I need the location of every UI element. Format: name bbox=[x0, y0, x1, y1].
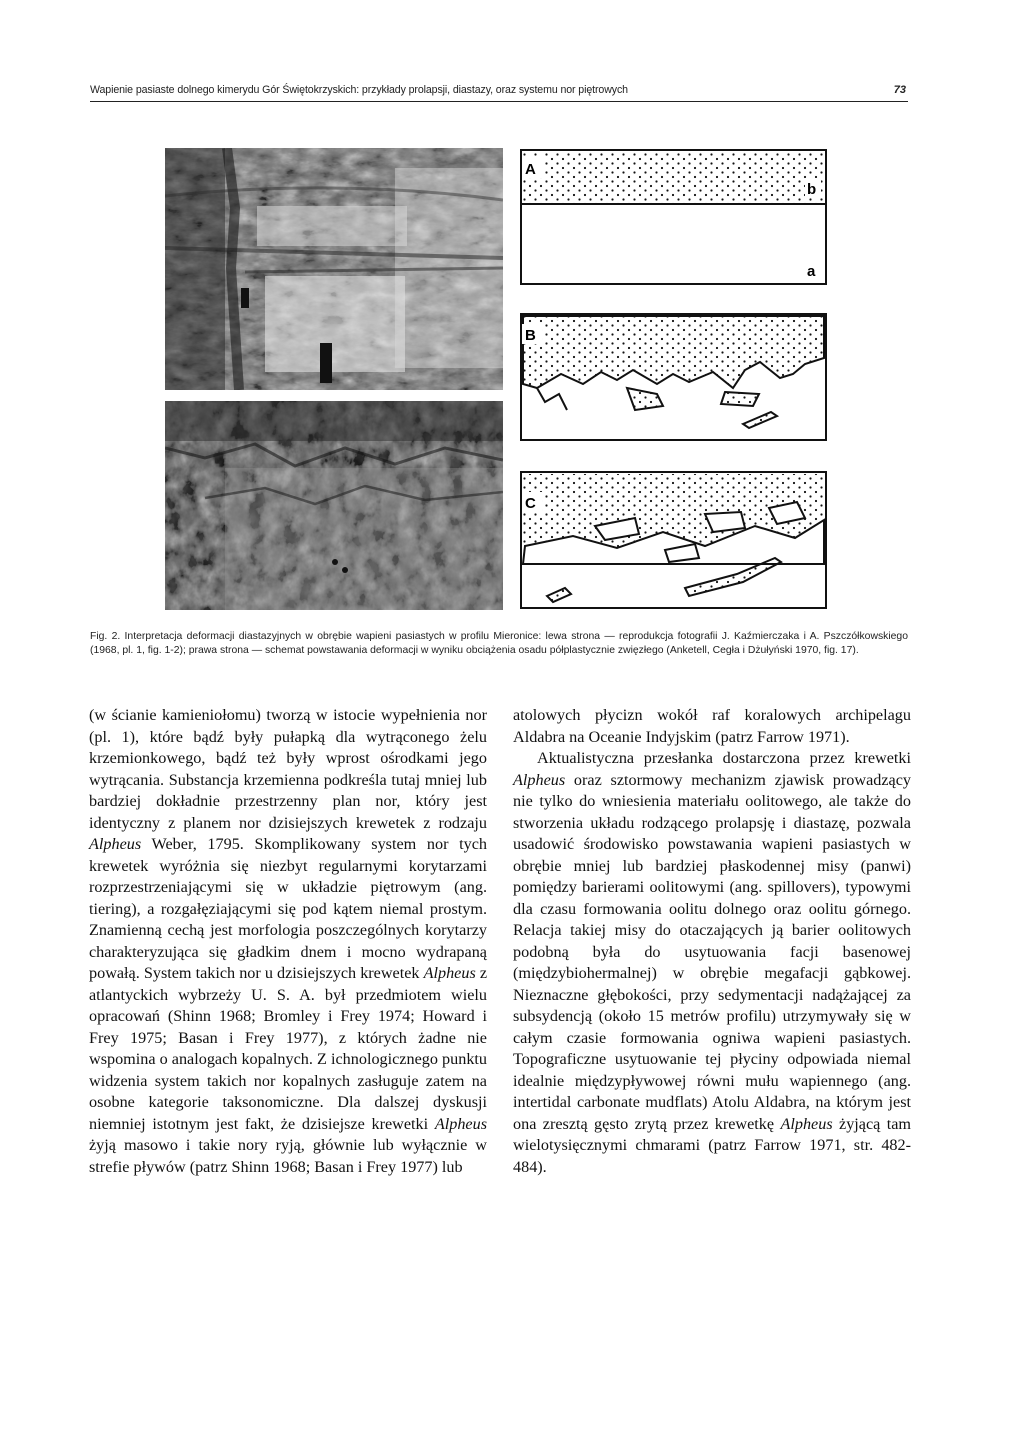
schematic-panel-a bbox=[521, 150, 826, 284]
label-a: a bbox=[807, 263, 816, 280]
running-title: Wapienie pasiaste dolnego kimerydu Gór Świętokrzyskich: przykłady prolapsji, diastazy, oraz systemu nor piętrowych bbox=[90, 84, 628, 96]
photo-top bbox=[165, 148, 503, 390]
label-C: C bbox=[525, 495, 536, 512]
text-column-right bbox=[513, 705, 911, 1178]
photo-bottom bbox=[165, 401, 503, 610]
figure-2 bbox=[165, 148, 831, 610]
text-column-left bbox=[89, 705, 487, 1178]
page-number: 73 bbox=[893, 84, 906, 96]
paragraph: atolowych płycizn wokół raf koralowych archipelagu Aldabra na Oceanie Indyjskim (patrz Farrow 1971). bbox=[513, 706, 911, 746]
label-A: A bbox=[525, 161, 536, 178]
label-B: B bbox=[525, 327, 536, 344]
schematic-panel-c bbox=[521, 472, 826, 608]
paragraph: (w ścianie kamieniołomu) tworzą w istocie wypełnienia nor (pl. 1), które bądź były pułapką dla wytrąconego żelu krzemionkowego, bądź też były wprost ośrodkami jego wytrącania. Substancja krzemienna podkreśla tutaj mniej lub bardziej dokładnie przestrzenny plan nor, który jest identyczny z planem nor dzisiejszych krewetek z rodzaju Alpheus Weber, 1795. Skomplikowany system nor tych krewetek wyróżnia się niezbyt regularnymi korytarzami rozprzestrzeniającymi się w układzie piętrowym (ang. tiering), a rozgałęziającymi się pod kątem niemal prostym. Znamienną cechą jest morfologia poszczególnych korytarzy charakteryzująca się gładkim dnem i mocno wydrapaną powałą. System takich nor u dzisiejszych krewetek Alpheus z atlantyckich wybrzeży U. S. A. był przedmiotem wielu opracowań (Shinn 1968; Bromley i Frey 1974; Howard i Frey 1975; Basan i Frey 1977), z których żadne nie wspomina o analogach kopalnych. Z ichnologicznego punktu widzenia system takich nor kopalnych zasługuje zatem na osobne kategorie taksonomiczne. Dla dalszej dyskusji niemniej istotnym jest fakt, że dzisiejsze krewetki Alpheus żyją masowo i takie nory ryją, głównie lub wyłącznie w strefie pływów (patrz Shinn 1968; Basan i Frey 1977) lub bbox=[89, 706, 488, 1176]
label-b: b bbox=[807, 181, 817, 198]
figure-caption: Fig. 2. Interpretacja deformacji diastazyjnych w obrębie wapieni pasiastych w profilu Mieronice: lewa strona — reprodukcja fotografii J. Kaźmierczaka i A. Pszczółkowskiego (1968, pl. 1, fig. 1-2); prawa strona — schemat powstawania deformacji w wyniku obciążenia osadu półplastycznie zwięzłego (Anketell, Cegła i Dżułyński 1970, fig. 17). bbox=[90, 631, 908, 656]
running-header bbox=[90, 83, 908, 102]
schematic-panel-b bbox=[521, 314, 826, 440]
paragraph: Aktualistyczna przesłanka dostarczona przez krewetki Alpheus oraz sztormowy mechanizm zjawisk prowadzący nie tylko do wniesienia materiału oolitowego, ale także do stworzenia układu rodzącego prolapsję i diastazę, pozwala usadowić środowisko powstawania wapieni pasiastych w obrębie mniej lub bardziej płaskodennej misy (panwi) pomiędzy barierami oolitowymi (ang. spillovers), typowymi dla czasu formowania oolitu dolnego oraz oolitu górnego. Relacja takiej misy do otaczających ją barier oolitowych podobną była do usytuowania facji basenowej (międzybiohermalnej) w obrębie megafacji gąbkowej. Nieznaczne głębokości, przy sedymentacji nadążającej za subsydencją (około 15 metrów profilu) utrzymywały się w całym czasie formowania ogniwa wapieni pasiastych. Topograficzne usytuowanie tej płyciny odpowiada niemal idealnie międzypływowej równi mułu wapiennego (ang. intertidal carbonate mudflats) Atolu Aldabra, na którym jest ona zresztą gęsto zrytą przez krewetkę Alpheus żyjącą tam wielotysięcznymi chmarami (patrz Farrow 1971, str. 482-484). bbox=[513, 749, 911, 1176]
